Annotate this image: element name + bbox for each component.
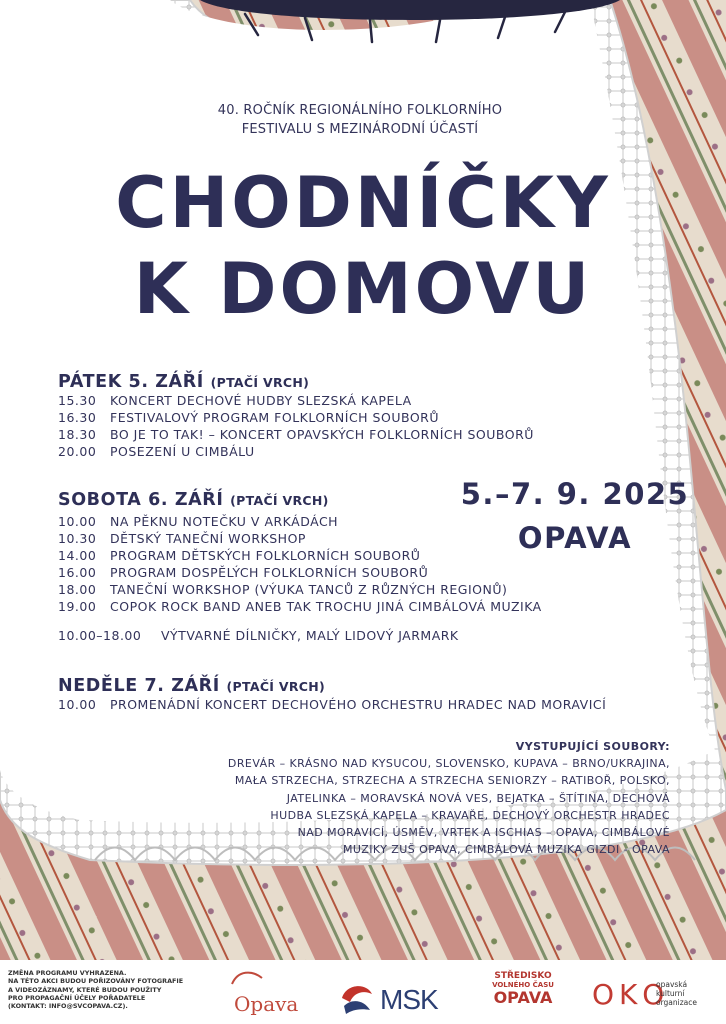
- row-text: DĚTSKÝ TANEČNÍ WORKSHOP: [110, 531, 306, 546]
- festival-subtitle: [130, 101, 590, 139]
- footer-note-line: ZMĚNA PROGRAMU VYHRAZENA.: [8, 969, 127, 977]
- event-place: OPAVA: [517, 521, 633, 555]
- footer-note-line: NA TÉTO AKCI BUDOU POŘIZOVÁNY FOTOGRAFIE: [8, 977, 184, 986]
- festival-title-line-2: K DOMOVU: [133, 248, 593, 330]
- ensembles-line: MAŁA STRZECHA, STRZECHA A STRZECHA SENIORZY – RATIBOŘ, POLSKO,: [234, 774, 670, 788]
- row-time: 18.30: [58, 427, 97, 442]
- performing-ensembles: [130, 738, 670, 858]
- row-time: 14.00: [58, 548, 97, 563]
- row-time: 10.00: [58, 697, 97, 712]
- schedule-friday: [58, 392, 534, 460]
- venue-label: (PTAČÍ VRCH): [210, 375, 310, 390]
- event-date: 5.–7. 9. 2025: [460, 477, 690, 511]
- row-text: FESTIVALOVÝ PROGRAM FOLKLORNÍCH SOUBORŮ: [110, 410, 440, 425]
- schedule-row: [58, 696, 606, 713]
- day-label: SOBOTA 6. ZÁŘÍ: [58, 490, 224, 510]
- ensembles-line: DREVÁR – KRÁSNO NAD KYSUCOU, SLOVENSKO, KUPAVA – BRNO/UKRAJINA,: [227, 757, 670, 771]
- row-time: 16.30: [58, 410, 97, 425]
- day-label: NEDĚLE 7. ZÁŘÍ: [58, 676, 220, 696]
- row-text: TANEČNÍ WORKSHOP (VÝUKA TANCŮ Z RŮZNÝCH REGIONŮ): [110, 582, 508, 597]
- svc-logo-text: [482, 971, 564, 1007]
- row-time: 16.00: [58, 565, 97, 580]
- ensembles-line: NAD MORAVICÍ, ÚSMĚV, VRTEK A ISCHIAS – OPAVA, CIMBÁLOVÉ: [297, 826, 670, 840]
- schedule-row: [58, 443, 534, 460]
- venue-label: (PTAČÍ VRCH): [230, 493, 329, 508]
- schedule-row: [58, 598, 542, 615]
- schedule-row: [58, 581, 542, 598]
- schedule-sunday: [58, 696, 606, 713]
- row-text: POSEZENÍ U CIMBÁLU: [110, 444, 255, 459]
- schedule-row: [58, 409, 534, 426]
- festival-title-line-1: CHODNÍČKY: [115, 162, 611, 244]
- opava-swirl-icon: [228, 968, 268, 988]
- row-text: PROGRAM DĚTSKÝCH FOLKLORNÍCH SOUBORŮ: [110, 548, 421, 563]
- footer-note-line: (KONTAKT: INFO@SVCOPAVA.CZ).: [8, 1002, 128, 1011]
- svc-logo-line: VOLNÉHO ČASU: [492, 981, 554, 989]
- oko-logo-text: [656, 980, 697, 1007]
- msk-emblem-icon: [338, 978, 376, 1018]
- event-date-place: [440, 472, 710, 560]
- footer-note-line: A VIDEOZÁZNAMY, KTERÉ BUDOU POUŽITY: [8, 985, 162, 994]
- msk-logo-text: MSK: [380, 984, 438, 1015]
- row-text: BO JE TO TAK! – KONCERT OPAVSKÝCH FOLKLORNÍCH SOUBORŮ: [110, 427, 534, 442]
- row-time: 10.00–18.00: [58, 628, 142, 643]
- row-time: 10.00: [58, 514, 97, 529]
- row-text: COPOK ROCK BAND ANEB TAK TROCHU JINÁ CIMBÁLOVÁ MUZIKA: [110, 599, 542, 614]
- svc-logo-line: OPAVA: [493, 988, 553, 1007]
- footer: [0, 960, 726, 1024]
- ensembles-line: JATELINKA – MORAVSKÁ NOVÁ VES, BEJATKA – ŠTÍTINA, DECHOVÁ: [286, 791, 670, 805]
- day-heading-saturday: [58, 490, 329, 510]
- svc-logo-line: STŘEDISKO: [494, 971, 552, 981]
- footer-note: [8, 969, 183, 1010]
- row-time: 10.30: [58, 531, 97, 546]
- row-text: PROMENÁDNÍ KONCERT DECHOVÉHO ORCHESTRU HRADEC NAD MORAVICÍ: [110, 697, 607, 712]
- row-text: NA PĚKNU NOTEČKU V ARKÁDÁCH: [110, 514, 339, 529]
- oko-logo-line: organizace: [656, 998, 698, 1007]
- row-text: VÝTVARNÉ DÍLNIČKY, MALÝ LIDOVÝ JARMARK: [161, 628, 459, 643]
- oko-logo-line: kulturní: [656, 989, 685, 998]
- row-time: 20.00: [58, 444, 97, 459]
- schedule-row: [58, 392, 534, 409]
- day-heading-friday: [58, 372, 309, 392]
- ensembles-heading: VYSTUPUJÍCÍ SOUBORY:: [515, 740, 670, 753]
- opava-logo-text: Opava: [234, 992, 299, 1016]
- oko-logo-line: opavská: [656, 980, 688, 989]
- schedule-row: [58, 426, 534, 443]
- footer-note-line: PRO PROPAGAČNÍ ÚČELY POŘADATELE: [8, 993, 146, 1002]
- row-time: 15.30: [58, 393, 97, 408]
- ensembles-line: MUZIKY ZUŠ OPAVA, CIMBÁLOVÁ MUZIKA GIZDI - OPAVA: [342, 843, 670, 857]
- schedule-row: [58, 564, 542, 581]
- subtitle-line-1: 40. ROČNÍK REGIONÁLNÍHO FOLKLORNÍHO: [217, 103, 503, 118]
- day-label: PÁTEK 5. ZÁŘÍ: [58, 372, 204, 392]
- row-text: PROGRAM DOSPĚLÝCH FOLKLORNÍCH SOUBORŮ: [110, 565, 429, 580]
- svc-opava-logo: [482, 968, 564, 1014]
- schedule-extra-row: [58, 628, 459, 643]
- oko-mark: O K O: [592, 978, 663, 1011]
- subtitle-line-2: FESTIVALU S MEZINÁRODNÍ ÚČASTÍ: [241, 122, 479, 137]
- row-time: 19.00: [58, 599, 97, 614]
- day-heading-sunday: [58, 676, 325, 696]
- row-time: 18.00: [58, 582, 97, 597]
- venue-label: (PTAČÍ VRCH): [226, 679, 326, 694]
- row-text: KONCERT DECHOVÉ HUDBY SLEZSKÁ KAPELA: [110, 393, 412, 408]
- ensembles-line: HUDBA SLEZSKÁ KAPELA – KRAVAŘE, DECHOVÝ ORCHESTR HRADEC: [270, 808, 670, 822]
